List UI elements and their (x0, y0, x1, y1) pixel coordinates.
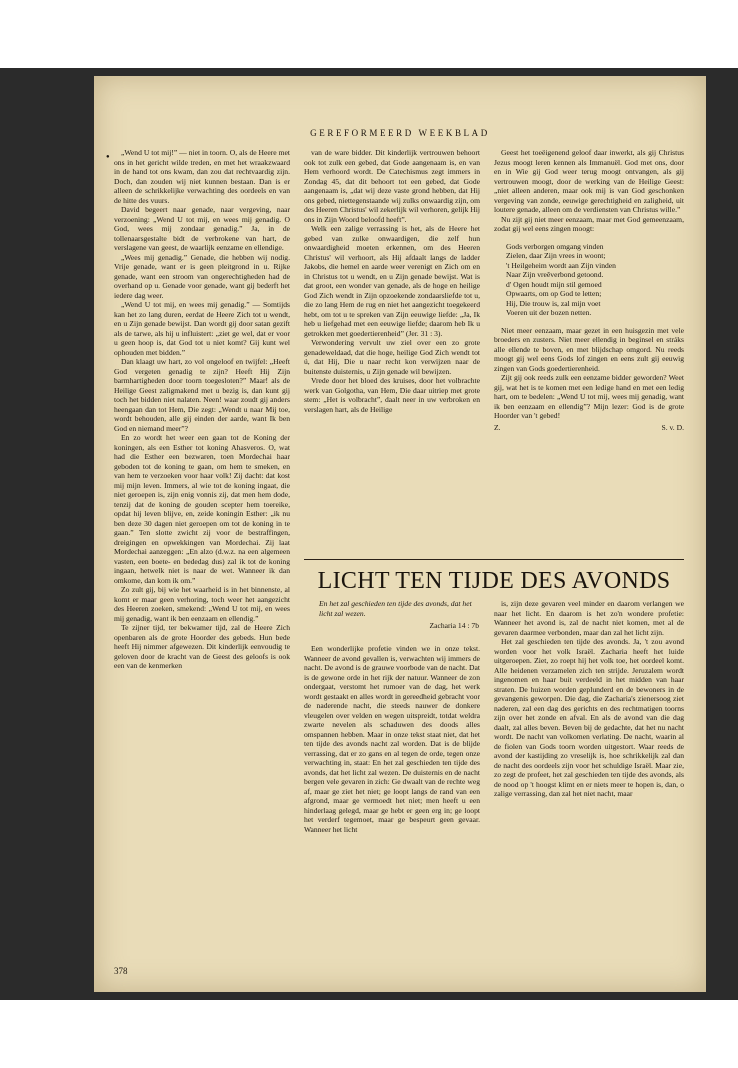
column-4 (304, 644, 480, 974)
paragraph: David begeert naar genade, naar vergeving, naar verzoening: „Wend U tot mij, en wees mij genadig. O God, wees mij zondaar genadig.” Ja, in de tollenaarsgestalte bidt de verbrokene van hart, de verslagene van geest, de waarlijk eenzame en ellendige. (114, 205, 290, 252)
paragraph: Vrede door het bloed des kruises, door het volbrachte werk van Golgotha, van Hem, Die daar uitriep met grote stem: „Het is volbracht”, daalt neer in uw verbroken en verslagen hart, als de Heilige (304, 376, 480, 414)
paragraph: „Wees mij genadig.” Genade, die hebben wij nodig. Vrije genade, want er is geen pleitgrond in u. Rijke genade, want een stroom van ongerechtigheden had de overhand op u. Genade voor genade, want gij bederft het iedere dag weer. (114, 252, 290, 300)
paragraph: Welk een zalige verrassing is het, als de Heere het gebed van zulke onwaardigen, die zelf hun onwaardigheid moeten erkennen, om des Heeren Christus' wil verhoort, als Hij afdaalt langs de ladder Jakobs, die hemel en aarde weer verenigt en Zich om en in Christus tot u wendt, en u Zijn genade bewijst. Wat is dat groot, een wonder van genade, als de hoge en heilige God Zich wendt in Zijn opzoekende zondaarsliefde tot u, die zo lang Hem de rug en niet het aangezicht toegekeerd hebt, om tot u te spreken van Zijn eeuwige liefde: „Ja, Ik heb u liefgehad met een eeuwige liefde; daarom heb Ik u getrokken met goedertierenheid” (Jer. 31 : 3). (304, 224, 480, 338)
column-5 (494, 599, 684, 979)
paragraph: Een wonderlijke profetie vinden we in onze tekst. Wanneer de avond gevallen is, verwachten wij immers de nacht. De avond is de grauwe voorbode van de nacht. Dat is de gewone orde in het rijk der natuur. Wanneer de zon ondergaat, verstomt het rumoer van de dag, het werk wordt gestaakt en alles wordt in gereedheid gebracht voor de naderende nacht, die steeds nauwer de donkere vleugelen over velden en wegen uitspreidt, totdat weldra zwarte nevelen als schaduwen des doods alles omspannen hebben. Maar in onze tekst staat niet, dat het ten tijde des avonds nacht zal worden. Dat is de blijde verrassing, dat er zo gans en al tegen de orde, tegen onze verwachting in, staat: En het zal geschieden ten tijde des avonds, dat het licht zal wezen. De duisternis en de nacht bergen vele gevaren in zich: Ge dwaalt van de rechte weg af, maar ge ziet het niet; ge loopt langs de rand van een afgrond, maar ge vermoedt het niet; men heeft u een hinderlaag gelegd, maar ge hebt er geen erg in; ge loopt het verderf tegemoet, maar ge bespeurt geen gevaar. Wanneer het licht (304, 644, 480, 834)
paragraph: „Wend U tot mij, en wees mij genadig.” — Somtijds kan het zo lang duren, eerdat de Heere Zich tot u wendt, en u Zijn genade bewijst. Dan wordt gij door satan gezift als de tarwe, als hij u influistert: „ziet ge wel, dat er voor u geen hoop is, dat God tot u niet komt? Gij kunt wel ophouden met bidden.” (114, 300, 290, 357)
epigraph-reference: Zacharia 14 : 7b (429, 621, 479, 630)
epigraph-text: En het zal geschieden ten tijde des avonds, dat het licht zal wezen. (319, 599, 472, 618)
paragraph: Het zal geschieden ten tijde des avonds. Ja, 't zou avond worden voor het volk Israël. Zacharia heeft het luide uitgeroepen. Ziet, zo roept hij het volk toe, het oordeel komt. Alle heidenen verzamelen zich ten strijde. Jeruzalem wordt ingenomen en haar buit verdeeld in het midden van haar straten. De huizen worden geplunderd en de bewoners in de gevangenis geworpen. Die dag, die Zacharia's zienersoog ziet naderen, zal een dag des gerichts en des rechtmatigen toorns zijn over het zonde en afval. En als de avond van die dag daalt, zal alles beven. Beven bij de gedachte, dat het nu nacht wordt. De nacht van volkomen verlating. De nacht, waarin al de fiolen van Gods toorn worden uitgestort. Waar reeds de avond der kastijding zo vreselijk is, hoe schrikkelijk zal dan de nacht des oordeels zijn voor het schuldige Israël. Maar zie, zo zegt de profeet, het zal geschieden ten tijde des avonds, als de nood op 't hoogst klimt en er niets meer te hopen is, dan, o zalige verrassing, dan zal het niet nacht, maar (494, 637, 684, 798)
verse-line: Zielen, daar Zijn vrees in woont; (506, 251, 606, 260)
verse-line: Opwaarts, om op God te letten; (506, 289, 602, 298)
paragraph: En zo wordt het weer een gaan tot de Koning der koningen, als een Esther tot koning Ahasveros. O, wat had die Esther een bezwaren, toen Mordechai haar geboden tot de koning te gaan, om hem te smeken, en van hem te verzoeken voor haar volk! Zij dacht: dat kost mij mijn leven. Immers, al wie tot de koning ingaat, die niet geroepen is, zijn enig vonnis zij, dat men hem dode, tenzij dat de koning de gouden scepter hem toereike, opdat hij leven blijve, en, zeide koningin Esther: „ik nu ben deze 30 dagen niet geroepen om tot de koning in te gaan.” Ten slotte zwicht zij voor de bestraffingen, dreigingen en opwekkingen van Mordechai. Zij laat Mordechai aanzeggen: „En alzo (d.w.z. na een algemeen vasten, een boete- en bededag dus) zal ik tot de koning ingaan, hetwelk niet is naar de wet. Wanneer ik dan omkome, dan kom ik om.” (114, 433, 290, 585)
running-head: GEREFORMEERD WEEKBLAD (310, 128, 490, 138)
column-2 (304, 148, 480, 548)
paragraph: Nu zijt gij niet meer eenzaam, maar met God gemeenzaam, zodat gij wel eens zingen moogt: (494, 214, 684, 233)
paragraph: „Wend U tot mij!” — niet in toorn. O, als de Heere met ons in het gericht wilde treden, en met het wraakzwaard in de hand tot ons kwam, dan zou dat rechtvaardig zijn. Doch, dan zouden wij niet kunnen bestaan. Dan is er alleen de schrikkelijke verwachting des oordeels en van de hitte des vuurs. (114, 148, 290, 205)
paragraph: Verwondering vervult uw ziel over een zo grote genadeweldaad, dat die hoge, heilige God Zich wendt tot ú, dat Hij, Die u naar recht kon verwijzen naar de buitenste duisternis, u Zijn genade wil bewijzen. (304, 338, 480, 376)
verse-line: Hij, Die trouw is, zal mijn voet (506, 298, 601, 308)
column-1 (114, 148, 290, 948)
paragraph: Zo zult gij, bij wie het waarheid is in het binnenste, al komt er maar geen verhoring, toch weer het aangezicht des Heeren zoeken, smekend: „Wend U tot mij, en wees mij genadig, want ik ben eenzaam en ellendig.” (114, 585, 290, 623)
article-headline: LICHT TEN TIJDE DES AVONDS (317, 568, 671, 594)
signature-left: Z. (494, 422, 501, 432)
verse-line: Naar Zijn vreêverbond getoond. (506, 270, 604, 279)
verse-line: Voeren uit der bozen netten. (506, 308, 592, 317)
paragraph: is, zijn deze gevaren veel minder en daarom verlangen we naar het licht. En daarom is het zo'n wondere profetie: Wanneer het avond is, zal de nacht niet komen, met al de gevaren daarmee verbonden, maar dan zal het licht zijn. (494, 599, 684, 637)
psalm-verse (506, 242, 684, 318)
paragraph: Dan klaagt uw hart, zo vol ongeloof en twijfel: „Heeft God vergeten genadig te zijn? Heeft Hij Zijn barmhartigheden door toorn toegesloten?” Maar! als de Heilige Geest zaligmakend met u bezig is, dan kunt gij toch het bidden niet nalaten. Neen! waar zoudt gij anders heengaan dan tot Hem, Die zegt: „Wendt u naar Mij toe, wordt behouden, alle gij einden der aarde, want Ik ben God en niemand meer”? (114, 357, 290, 433)
signature (494, 423, 684, 433)
magazine-page (94, 76, 706, 992)
paragraph: Geest het toeëigenend geloof daar inwerkt, als gij Christus Jezus moogt leren kennen als Immanuël. God met ons, door en in Wie gij God weer terug moogt ontvangen, als gij vertrouwen moogt, door de werking van de Heilige Geest: „niet alleen anderen, maar ook mij is van God geschonken vergeving van zonde, eeuwige gerechtigheid en zaligheid, uit loutere genade, alleen om de verdiensten van Christus wille.” (494, 148, 684, 214)
paragraph: van de ware bidder. Dit kinderlijk vertrouwen behoort ook tot zulk een gebed, dat Gode aangenaam is, en van Hem verhoord wordt. De Catechismus zegt immers in Zondag 45, dat dit behoort tot een gebed, dat Gode aangenaam is, „dat wij deze vaste grond hebben, dat Hij ons gebed, niettegenstaande wij zulks onwaardig zijn, om des Heeren Christus' wil zekerlijk wil verhoren, gelijk Hij ons in Zijn Woord beloofd heeft”. (304, 148, 480, 224)
page-number: 378 (114, 966, 128, 976)
signature-right: S. v. D. (661, 422, 684, 432)
paragraph: Te zijner tijd, ter bekwamer tijd, zal de Heere Zich openbaren als de grote Hoorder des gebeds. Hun bede heeft Hij nimmer afgewezen. Dit kinderlijk eenvoudig te geloven door de kracht van de Geest des geloofs is ook een van de kenmerken (114, 623, 290, 670)
verse-line: d' Ogen houdt mijn stil gemoed (506, 279, 602, 289)
paragraph: Niet meer eenzaam, maar gezet in een huisgezin met vele broeders en zusters. Niet meer ellendig in beginsel en stráks alle ellende te boven, en met blijdschap omgord. Nu reeds moogt gij wel eens Gods lof zingen en eens zult gij eeuwig zingen van Gods goedertierenheid. (494, 325, 684, 373)
paragraph: Zijt gij ook reeds zulk een eenzame bidder geworden? Weet gij, wat het is te komen met een ledige hand en met een ledig hart, om te bedelen: „Wend U tot mij, wees mij genadig, want ik ben eenzaam en ellendig”? Mijn lezer: God is de grote Hoorder van 't gebed! (494, 373, 684, 420)
epigraph (319, 599, 479, 631)
verse-line: Gods verborgen omgang vinden (506, 241, 604, 251)
column-3 (494, 148, 684, 548)
article-divider (304, 559, 684, 560)
bullet-mark: ● (106, 154, 110, 160)
verse-line: 't Heilgeheim wordt aan Zijn vinden (506, 260, 616, 270)
